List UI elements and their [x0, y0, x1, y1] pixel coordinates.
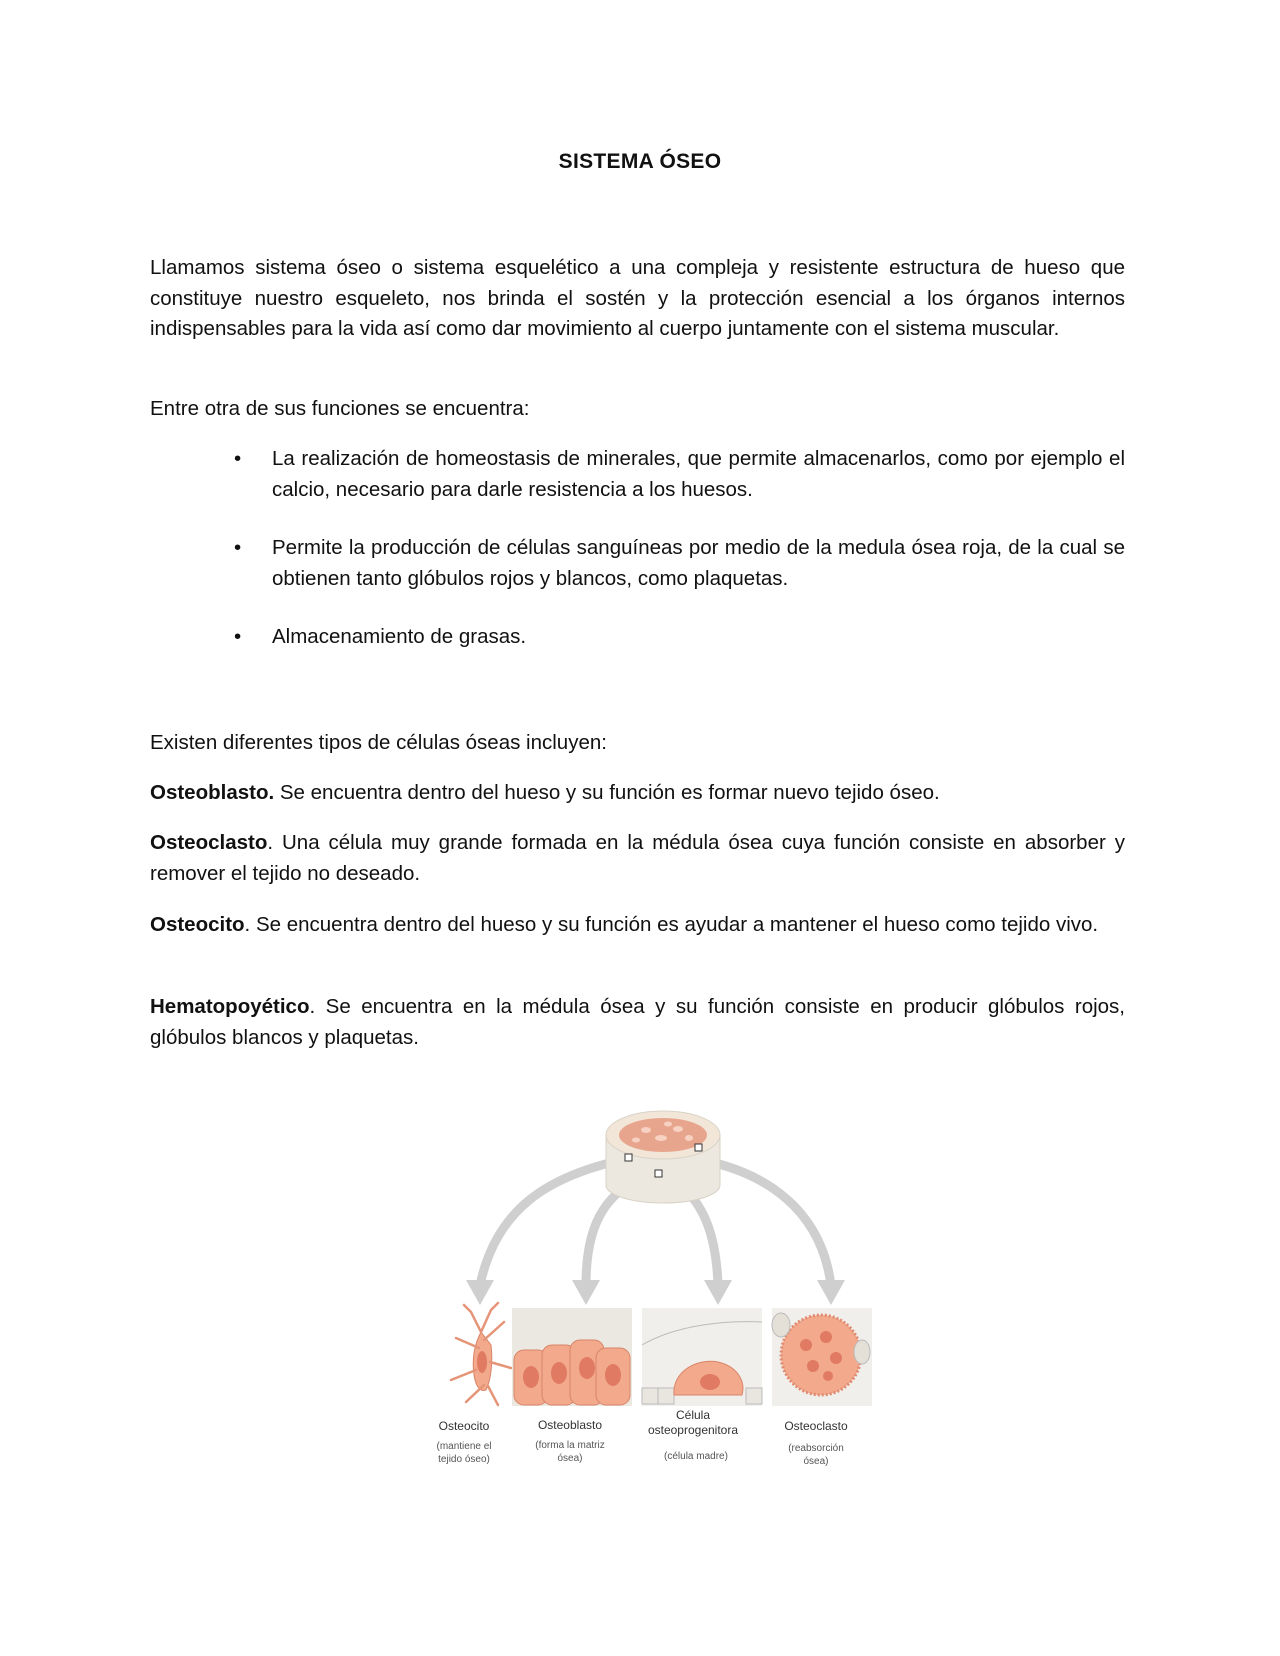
arrowhead [817, 1280, 845, 1305]
bone-cells-figure [436, 1100, 916, 1490]
cell-description: . Una célula muy grande formada en la médula ósea cuya función consiste en absorber y remover el tejido no deseado. [150, 831, 1125, 885]
list-item-text: Almacenamiento de grasas. [272, 625, 527, 648]
osteoclasto-cell [772, 1308, 872, 1406]
intro-paragraph: Llamamos sistema óseo o sistema esquelético a una compleja y resistente estructura de hueso que constituye nuestro esqueleto, nos brinda el sostén y la protección esencial a los órganos internos indispensables para la vida así como dar movimiento al cuerpo juntamente con el sistema muscular. [150, 256, 1125, 340]
figure-label: Osteoblasto [537, 1418, 603, 1432]
osteocito-cell [451, 1303, 511, 1405]
arrowheads-group [466, 1280, 845, 1305]
figure-label: Osteocito [438, 1419, 490, 1433]
cell-definition [150, 910, 1125, 941]
list-item [150, 622, 1125, 653]
figure-sublabel: ósea) [557, 1453, 583, 1464]
figure-label: Osteoclasto [784, 1419, 848, 1433]
osteoprogenitora-cell [642, 1308, 762, 1406]
bullet-icon: • [234, 625, 242, 648]
figure-sublabel: (célula madre) [664, 1451, 728, 1462]
bullet-icon: • [234, 447, 242, 470]
figure-sublabel: (mantiene el [436, 1441, 492, 1452]
cell-term: Hematopoyético [150, 995, 310, 1018]
list-item-text: Permite la producción de células sanguíneas por medio de la medula ósea roja, de la cual se obtienen tanto glóbulos rojos y blancos, como plaquetas. [272, 536, 1125, 590]
list-item-text: La realización de homeostasis de minerales, que permite almacenarlos, como por ejemplo el calcio, necesario para darle resistencia a los huesos. [272, 447, 1125, 501]
osteoblasto-cells [512, 1308, 632, 1406]
cell-term: Osteoblasto. [150, 781, 275, 804]
arrowhead [572, 1280, 600, 1305]
list-item [150, 444, 1125, 505]
functions-list [150, 444, 1125, 681]
bullet-icon: • [234, 536, 242, 559]
page-title: SISTEMA ÓSEO [558, 150, 722, 173]
arrowhead [466, 1280, 494, 1305]
figure-sublabel: ósea) [803, 1456, 829, 1467]
cell-definition [150, 828, 1125, 889]
figure-label: Célula [675, 1408, 711, 1422]
functions-intro: Entre otra de sus funciones se encuentra: [150, 397, 530, 420]
cell-description: Se encuentra dentro del hueso y su función es formar nuevo tejido óseo. [274, 781, 940, 804]
bone-section [606, 1111, 720, 1203]
cell-term: Osteoclasto [150, 831, 268, 854]
figure-sublabel: (reabsorción [788, 1443, 844, 1454]
figure-sublabel: tejido óseo) [438, 1454, 490, 1465]
cell-definition [150, 992, 1125, 1053]
figure-label: osteoprogenitora [647, 1423, 739, 1437]
cell-definition [150, 778, 1125, 809]
bone-cells-illustration [436, 1100, 916, 1490]
cell-description: . Se encuentra dentro del hueso y su función es ayudar a mantener el hueso como tejido vivo. [244, 913, 1099, 936]
cell-description: . Se encuentra en la médula ósea y su función consiste en producir glóbulos rojos, glóbulos blancos y plaquetas. [150, 995, 1125, 1049]
cell-term: Osteocito [150, 913, 245, 936]
arrowhead [704, 1280, 732, 1305]
list-item [150, 533, 1125, 594]
figure-sublabel: (forma la matriz [535, 1440, 605, 1451]
cells-intro: Existen diferentes tipos de células óseas incluyen: [150, 731, 607, 754]
